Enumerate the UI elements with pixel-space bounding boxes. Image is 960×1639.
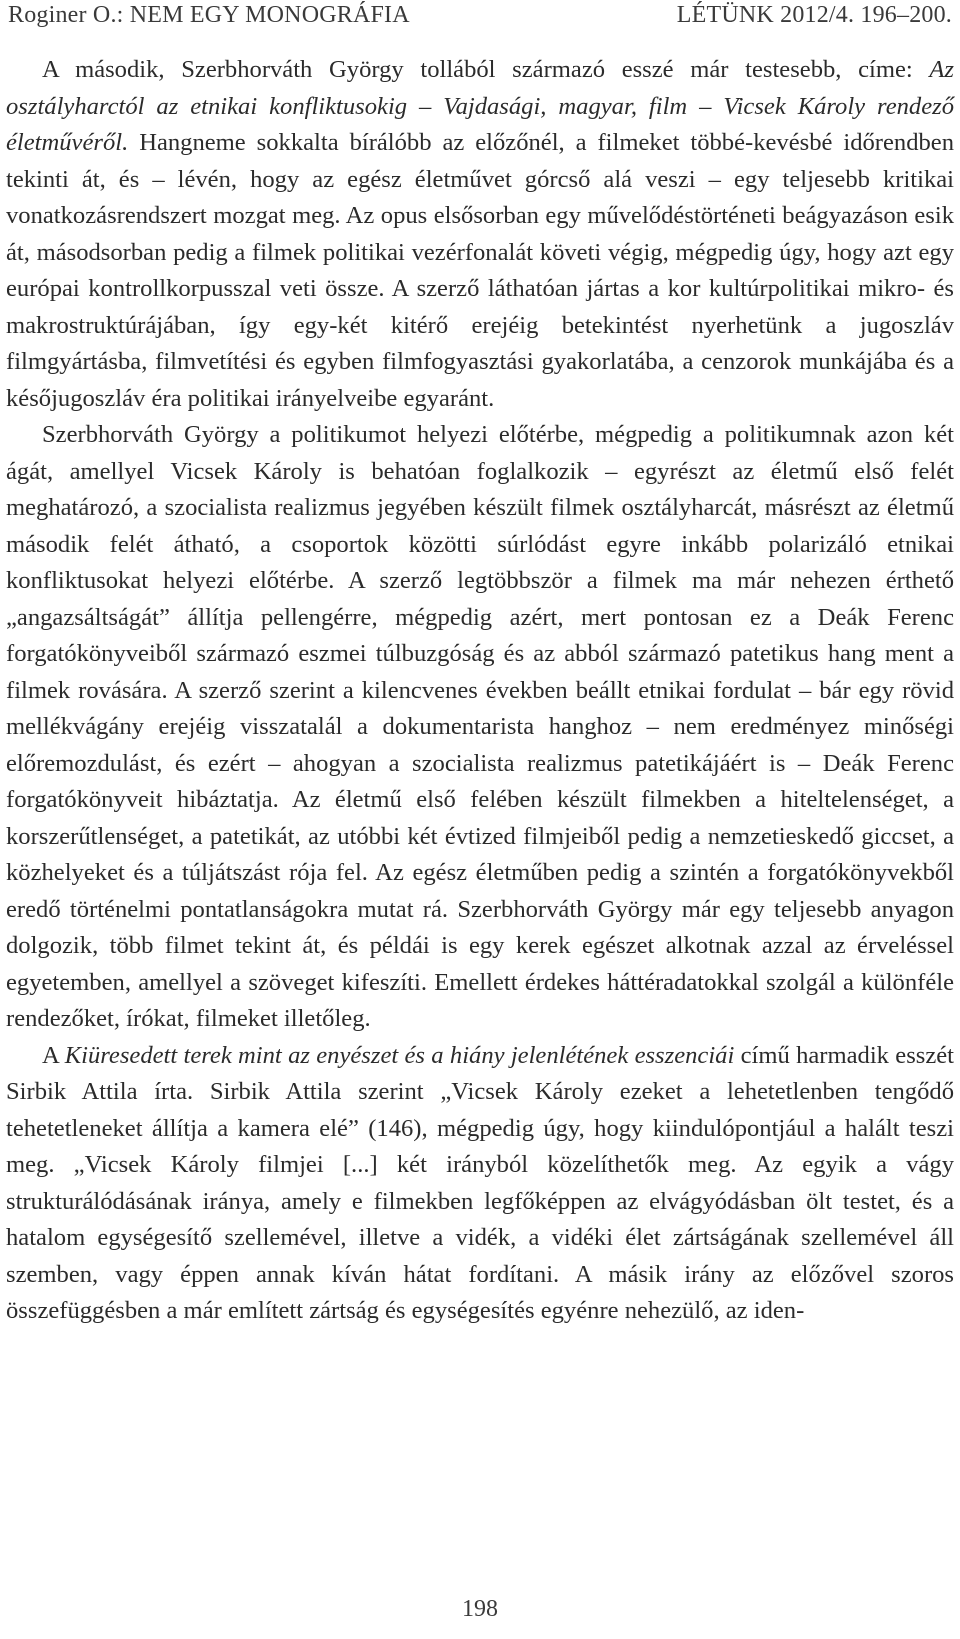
paragraph-3 [6, 1038, 954, 1330]
paragraph-3-lead: A [42, 1041, 65, 1069]
header-journal-issue: LÉTÜNK 2012/4. 196–200. [676, 2, 952, 28]
paragraph-1-lead: A második, Szerbhorváth György tollából származó esszé már testesebb, címe: [42, 56, 930, 83]
header-author-title: Roginer O.: NEM EGY MONOGRÁFIA [8, 2, 410, 28]
paragraph-2: Szerbhorváth György a politikumot helyezi előtérbe, mégpedig a politikumnak azon két ágát, amellyel Vicsek Károly is behatóan foglalkozik – egyrészt az életmű első felét meghatározó, a szocialista realizmus jegyében készült filmek osztályharcát, másrészt az életmű második felét átható, a csoportok közötti súrlódást egyre inkább polarizáló etnikai konfliktusokat helyezi előtérbe. A szerző legtöbbször a filmek ma már nehezen érthető „angazsáltságát” állítja pellengérre, mégpedig azért, mert pontosan ez a Deák Ferenc forgatókönyveiből származó eszmei túlbuzgóság és az abból származó patetikus hang ment a filmek rovására. A szerző szerint a kilencvenes években beállt etnikai fordulat – bár egy rövid mellékvágány erejéig visszatalál a dokumentarista hanghoz – nem eredményez minőségi előremozdulást, és ezért – ahogyan a szocialista realizmus patetikájáért is – Deák Ferenc forgatókönyveit hibáztatja. Az életmű első felében készült filmekben a hiteltelenséget, a korszerűtlenséget, a patetikát, az utóbbi két évtized filmjeiből pedig a nemzetieskedő giccset, a közhelyeket és a túljátszást rója fel. Az egész életműben pedig a szintén a forgatókönyvekből eredő történelmi pontatlanságokra mutat rá. Szerbhorváth György már egy teljesebb anyagon dolgozik, több filmet tekint át, és példái is egy kerek egészet alkotnak azzal az érveléssel egyetemben, amellyel a szöveget kifeszíti. Emellett érdekes háttéradatokkal szolgál a különféle rendezőket, írókat, filmeket illetőleg. [6, 421, 954, 1032]
running-header [8, 2, 952, 36]
page-number: 198 [462, 1596, 498, 1622]
paragraph-3-body: című harmadik esszét Sirbik Attila írta. Sirbik Attila szerint „Vicsek Károly ezeket a lehetetlenben tengődő tehetetleneket állítja a kamera elé” (146), mégpedig úgy, hogy kiindulópontjául a halált teszi meg. „Vicsek Károly filmjei [...] két irányból közelíthetők meg. Az egyik a vágy strukturálódásának iránya, amely e filmekben legfőképpen az elvágyódásban ölt testet, és a hatalom egységesítő szellemével, illetve a vidék, a vidéki élet zártságának szellemével áll szemben, vagy éppen annak kíván hátat fordítani. A másik irány az előzővel szoros összefüggésben a már említett zártság és egységesítés egyénre nehezülő, az iden- [6, 1041, 954, 1324]
essay-title-italic: Az osztályharctól az etnikai konfliktusokig – Vajdasági, magyar, film – Vicsek Károly rendező életművéről. [6, 56, 954, 156]
article-body [6, 52, 954, 1330]
paragraph-1-body: Hangneme sokkalta bírálóbb az előzőnél, a filmeket többé-kevésbé időrendben tekinti át, és – lévén, hogy az egész életművet górcső alá veszi – egy teljesebb kritikai vonatkozásrendszert mozgat meg. Az opus elsősorban egy művelődéstörténeti beágyazáson esik át, másodsorban pedig a filmek politikai vezérfonalát követi végig, mégpedig úgy, hogy azt egy európai kontrollkorpusszal veti össze. A szerző láthatóan jártas a kor kultúrpolitikai mikro- és makrostruktúrájában, így egy-két kitérő erejéig betekintést nyerhetünk a jugoszláv filmgyártásba, filmvetítési és egyben filmfogyasztási gyakorlatába, a cenzorok munkájába és a későjugoszláv éra politikai irányelveibe egyaránt. [6, 129, 954, 412]
essay-title-italic-2: Kiüresedett terek mint az enyészet és a hiány jelenlétének esszenciái [64, 1041, 735, 1069]
paragraph-1 [6, 52, 954, 417]
